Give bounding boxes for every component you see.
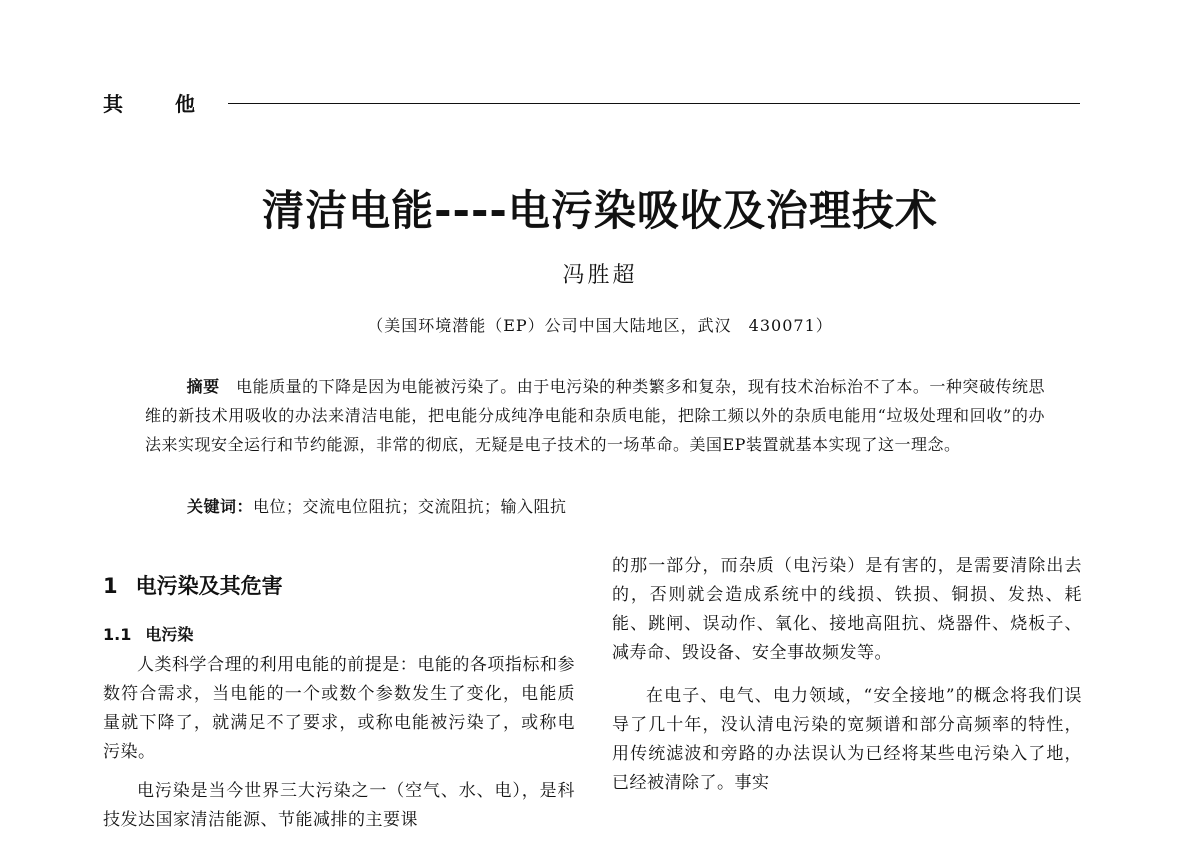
section-heading — [103, 570, 575, 600]
subsection-number: 1.1 — [103, 625, 132, 644]
abstract — [145, 372, 1045, 459]
affiliation: （美国环境潜能（EP）公司中国大陆地区，武汉 430071） — [367, 316, 833, 335]
body-paragraph: 电污染是当今世界三大污染之一（空气、水、电），是科技发达国家清洁能源、节能减排的主要课 — [103, 781, 575, 830]
body-paragraph: 在电子、电气、电力领域，“安全接地”的概念将我们误导了几十年，没认清电污染的宽频谱和部分高频率的特性，用传统滤波和旁路的办法误认为已经将某些电污染入了地，已经被清除了。事实 — [612, 686, 1082, 793]
abstract-text: 电能质量的下降是因为电能被污染了。由于电污染的种类繁多和复杂，现有技术治标治不了本。一种突破传统思维的新技术用吸收的办法来清洁电能，把电能分成纯净电能和杂质电能，把除工频以外的杂质电能用“垃圾处理和回收”的办法来实现安全运行和节约能源，非常的彻底，无疑是电子技术的一场革命。美国EP装置就基本实现了这一理念。 — [145, 377, 1045, 454]
keywords-text: 电位；交流电位阻抗；交流阻抗；输入阻抗 — [253, 497, 567, 516]
paper-title: 清洁电能----电污染吸收及治理技术 — [262, 186, 938, 235]
left-column — [103, 560, 575, 845]
running-header — [103, 88, 1080, 118]
section-number: 1 — [103, 574, 118, 598]
body-paragraph: 人类科学合理的利用电能的前提是：电能的各项指标和参数符合需求，当电能的一个或数个参数发生了变化，电能质量就下降了，就满足不了要求，或称电能被污染了，或称电污染。 — [103, 655, 575, 762]
section-tag: 其他 — [103, 92, 247, 116]
header-rule — [228, 103, 1080, 104]
abstract-label: 摘要 — [186, 377, 220, 396]
body-paragraph: 的那一部分，而杂质（电污染）是有害的，是需要清除出去的，否则就会造成系统中的线损、铁损、铜损、发热、耗能、跳闸、误动作、氧化、接地高阻抗、烧器件、烧板子、减寿命、毁设备、安全事故频发等。 — [612, 556, 1082, 663]
author: 冯胜超 — [562, 263, 638, 288]
keywords — [187, 494, 567, 517]
abstract-paragraph — [145, 372, 1045, 459]
subsection-heading — [103, 622, 575, 645]
right-column — [612, 552, 1082, 812]
section-title: 电污染及其危害 — [135, 574, 283, 598]
subsection-title: 电污染 — [145, 625, 194, 644]
keywords-label: 关键词： — [187, 497, 254, 516]
